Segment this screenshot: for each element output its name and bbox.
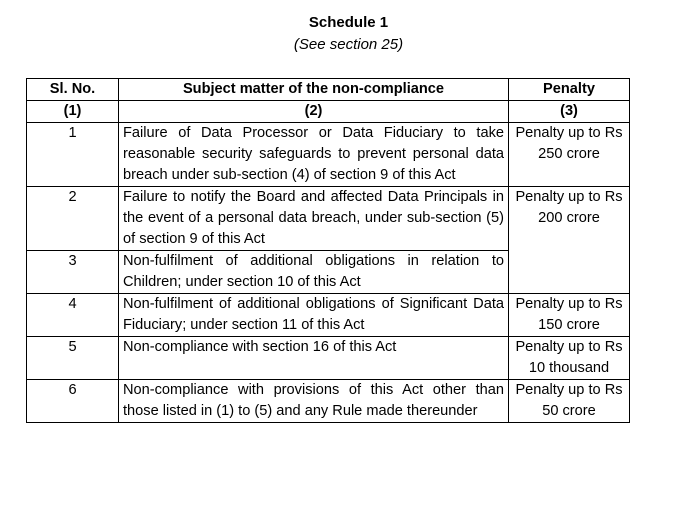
row-subject: Failure to notify the Board and affected Data Principals in the event of a personal data breach, under sub-section (5) of section 9 of this Act bbox=[119, 187, 509, 251]
column-number-2: (2) bbox=[119, 101, 509, 123]
header-penalty: Penalty bbox=[509, 79, 630, 101]
row-penalty: Penalty up to Rs 10 thousand bbox=[509, 337, 630, 380]
row-penalty: Penalty up to Rs 150 crore bbox=[509, 294, 630, 337]
row-penalty: Penalty up to Rs 50 crore bbox=[509, 380, 630, 423]
schedule-subtitle: (See section 25) bbox=[293, 36, 404, 53]
row-sl-no: 1 bbox=[27, 123, 119, 187]
penalty-schedule-table bbox=[26, 78, 630, 423]
table-row bbox=[27, 337, 630, 380]
row-sl-no: 3 bbox=[27, 251, 119, 294]
row-subject: Failure of Data Processor or Data Fiduciary to take reasonable security safeguards to prevent personal data breach under sub-section (4) of section 9 of this Act bbox=[119, 123, 509, 187]
table-row bbox=[27, 123, 630, 187]
row-subject: Non-fulfilment of additional obligations in relation to Children; under section 10 of this Act bbox=[119, 251, 509, 294]
row-penalty: Penalty up to Rs 250 crore bbox=[509, 123, 630, 187]
table-row bbox=[27, 187, 630, 251]
column-number-3: (3) bbox=[509, 101, 630, 123]
row-sl-no: 6 bbox=[27, 380, 119, 423]
row-sl-no: 2 bbox=[27, 187, 119, 251]
row-subject: Non-compliance with provisions of this Act other than those listed in (1) to (5) and any Rule made thereunder bbox=[119, 380, 509, 423]
table-row bbox=[27, 294, 630, 337]
column-number-1: (1) bbox=[27, 101, 119, 123]
row-sl-no: 4 bbox=[27, 294, 119, 337]
schedule-title: Schedule 1 bbox=[308, 14, 389, 31]
table-row bbox=[27, 380, 630, 423]
row-subject: Non-compliance with section 16 of this Act bbox=[119, 337, 509, 380]
table-column-number-row bbox=[27, 101, 630, 123]
row-sl-no: 5 bbox=[27, 337, 119, 380]
row-subject: Non-fulfilment of additional obligations of Significant Data Fiduciary; under section 11 of this Act bbox=[119, 294, 509, 337]
header-subject-matter: Subject matter of the non-compliance bbox=[119, 79, 509, 101]
header-sl-no: Sl. No. bbox=[27, 79, 119, 101]
row-penalty: Penalty up to Rs 200 crore bbox=[509, 187, 630, 294]
table-header-row bbox=[27, 79, 630, 101]
